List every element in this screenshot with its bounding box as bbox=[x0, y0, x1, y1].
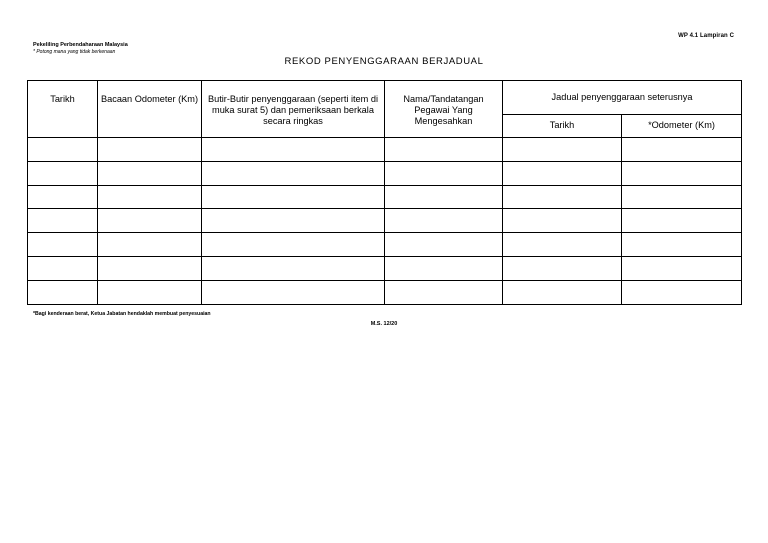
subheader-tarikh: Tarikh bbox=[503, 115, 622, 138]
header-bacaan-odometer: Bacaan Odometer (Km) bbox=[98, 81, 202, 138]
table-cell[interactable] bbox=[202, 185, 385, 209]
table-cell[interactable] bbox=[28, 256, 98, 280]
table-cell[interactable] bbox=[98, 161, 202, 185]
table-row bbox=[28, 256, 742, 280]
table-row bbox=[28, 233, 742, 257]
table-row bbox=[28, 138, 742, 162]
page-number: M.S. 12/20 bbox=[370, 321, 398, 327]
maintenance-record-table bbox=[27, 80, 742, 305]
header-jadual-seterusnya: Jadual penyenggaraan seterusnya bbox=[503, 81, 742, 115]
table-cell[interactable] bbox=[98, 280, 202, 304]
header-tarikh: Tarikh bbox=[28, 81, 98, 138]
table-cell[interactable] bbox=[28, 138, 98, 162]
table-cell[interactable] bbox=[385, 161, 503, 185]
table-row bbox=[28, 161, 742, 185]
table-cell[interactable] bbox=[622, 256, 742, 280]
table-cell[interactable] bbox=[202, 256, 385, 280]
header-nama-pegawai: Nama/Tandatangan Pegawai Yang Mengesahkan bbox=[385, 81, 503, 138]
table-cell[interactable] bbox=[503, 161, 622, 185]
table-cell[interactable] bbox=[98, 209, 202, 233]
table-cell[interactable] bbox=[622, 233, 742, 257]
table-cell[interactable] bbox=[622, 161, 742, 185]
table-cell[interactable] bbox=[503, 209, 622, 233]
table-cell[interactable] bbox=[385, 280, 503, 304]
table-cell[interactable] bbox=[503, 185, 622, 209]
table-cell[interactable] bbox=[28, 233, 98, 257]
table-cell[interactable] bbox=[385, 256, 503, 280]
header-butir-penyenggaraan: Butir-Butir penyenggaraan (seperti item di muka surat 5) dan pemeriksaan berkala secara ringkas bbox=[202, 81, 385, 138]
table-cell[interactable] bbox=[622, 280, 742, 304]
table-cell[interactable] bbox=[28, 209, 98, 233]
table-body bbox=[28, 138, 742, 305]
page-title: REKOD PENYENGGARAAN BERJADUAL bbox=[284, 56, 484, 67]
table-cell[interactable] bbox=[202, 233, 385, 257]
table-cell[interactable] bbox=[98, 233, 202, 257]
table-cell[interactable] bbox=[622, 209, 742, 233]
table-cell[interactable] bbox=[385, 185, 503, 209]
table-cell[interactable] bbox=[98, 185, 202, 209]
table-cell[interactable] bbox=[503, 256, 622, 280]
footnote: *Bagi kenderaan berat, Ketua Jabatan hendaklah membuat penyesuaian bbox=[33, 311, 211, 317]
table-cell[interactable] bbox=[503, 138, 622, 162]
issuer-label: Pekeliling Perbendaharaan Malaysia bbox=[33, 42, 128, 48]
table-cell[interactable] bbox=[503, 280, 622, 304]
table-cell[interactable] bbox=[622, 185, 742, 209]
document-reference: WP 4.1 Lampiran C bbox=[678, 33, 734, 39]
header-note: * Potong mana yang tidak berkenaan bbox=[33, 49, 116, 55]
table-cell[interactable] bbox=[202, 161, 385, 185]
table-cell[interactable] bbox=[503, 233, 622, 257]
table-cell[interactable] bbox=[622, 138, 742, 162]
table-cell[interactable] bbox=[202, 280, 385, 304]
table-cell[interactable] bbox=[28, 280, 98, 304]
table-cell[interactable] bbox=[98, 256, 202, 280]
table-cell[interactable] bbox=[385, 138, 503, 162]
table-row bbox=[28, 185, 742, 209]
table-cell[interactable] bbox=[202, 138, 385, 162]
table-cell[interactable] bbox=[28, 185, 98, 209]
table-row bbox=[28, 209, 742, 233]
table-cell[interactable] bbox=[202, 209, 385, 233]
table-cell[interactable] bbox=[28, 161, 98, 185]
table-cell[interactable] bbox=[98, 138, 202, 162]
table-cell[interactable] bbox=[385, 209, 503, 233]
table-row bbox=[28, 280, 742, 304]
subheader-odometer: *Odometer (Km) bbox=[622, 115, 742, 138]
table-cell[interactable] bbox=[385, 233, 503, 257]
